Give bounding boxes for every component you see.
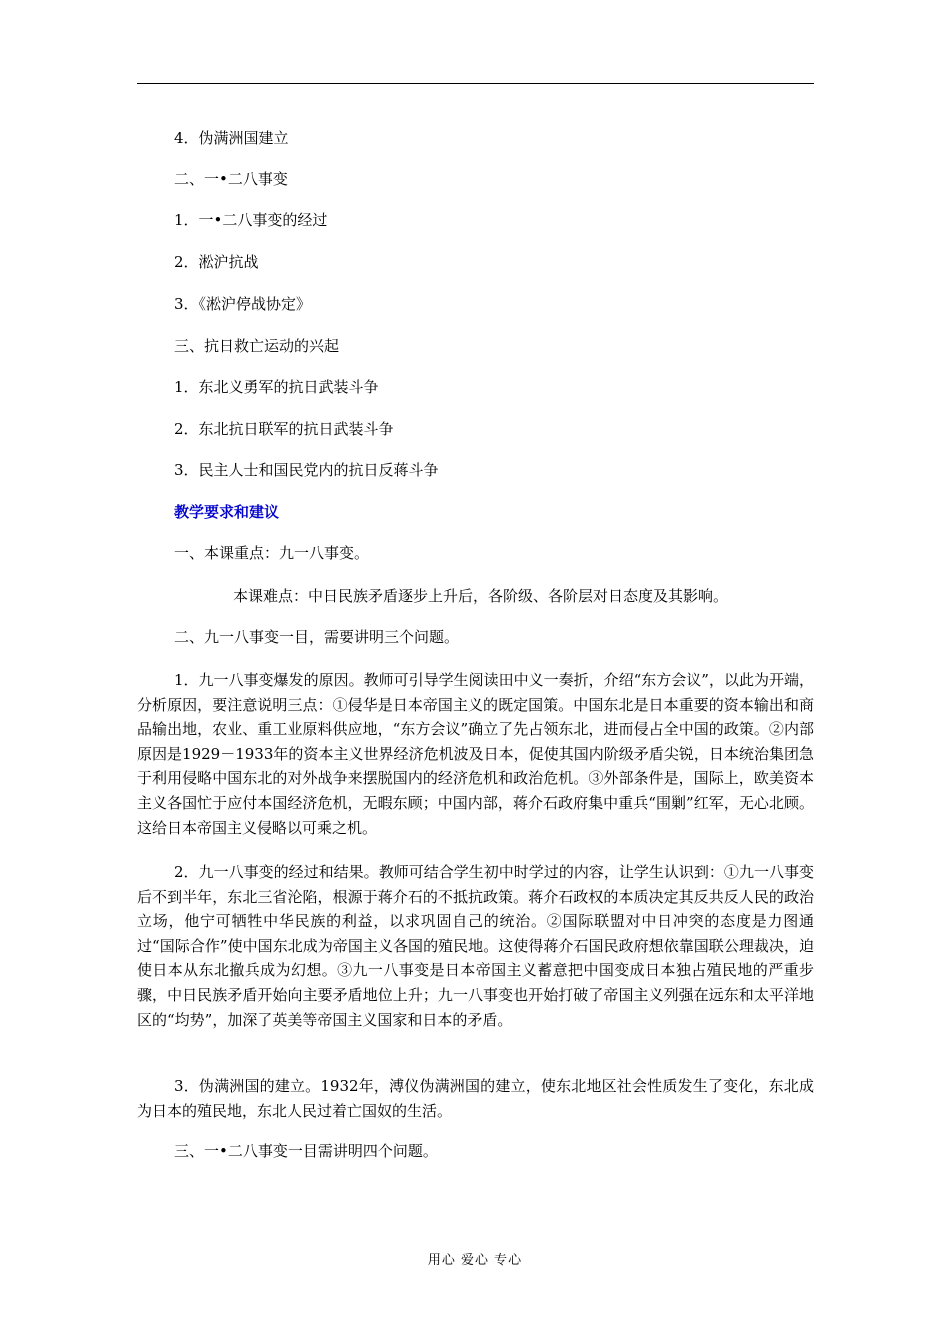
point-three: 三、一•二八事变一目需讲明四个问题。 [174, 1142, 438, 1160]
outline-item: 3．《淞沪停战协定》 [174, 295, 312, 313]
difficulty: 本课难点：中日民族矛盾逐步上升后，各阶级、各阶层对日态度及其影响。 [233, 587, 729, 605]
outline-item: 2．东北抗日联军的抗日武装斗争 [174, 420, 394, 438]
paragraph-manchukuo: 3．伪满洲国的建立。1932年，溥仪伪满洲国的建立，使东北地区社会性质发生了变化，东北成为日本的殖民地，东北人民过着亡国奴的生活。 [137, 1077, 814, 1120]
paragraph-process: 2．九一八事变的经过和结果。教师可结合学生初中时学过的内容，让学生认识到：①九一八事变后不到半年，东北三省沦陷，根源于蒋介石的不抵抗政策。蒋介石政权的本质决定其反共反人民的政治立场，他宁可牺牲中华民族的利益，以求巩固自己的统治。②国际联盟对中日冲突的态度是力图通过“国际合作”使中国东北成为帝国主义各国的殖民地。这使得蒋介石国民政府想依靠国联公理裁决，迫使日本从东北撤兵成为幻想。③九一八事变是日本帝国主义蓄意把中国变成日本独占殖民地的严重步骤，中日民族矛盾开始向主要矛盾地位上升；九一八事变也开始打破了帝国主义列强在远东和太平洋地区的“均势”，加深了英美等帝国主义国家和日本的矛盾。 [137, 863, 814, 1029]
footer: 用心 爱心 专心 [427, 1253, 523, 1268]
outline-item: 2．淞沪抗战 [174, 253, 259, 271]
outline-item: 3．民主人士和国民党内的抗日反蒋斗争 [174, 461, 439, 479]
point-two: 二、九一八事变一目，需要讲明三个问题。 [174, 628, 460, 646]
outline-item: 二、一•二八事变 [174, 170, 288, 188]
outline-item: 三、抗日救亡运动的兴起 [174, 337, 340, 355]
outline-item: 4．伪满洲国建立 [174, 129, 289, 147]
section-heading: 教学要求和建议 [174, 503, 280, 521]
key-point: 一、本课重点：九一八事变。 [174, 544, 370, 562]
outline-item: 1．一•二八事变的经过 [174, 211, 328, 229]
paragraph-causes: 1．九一八事变爆发的原因。教师可引导学生阅读田中义一奏折，介绍“东方会议”，以此为开端，分析原因，要注意说明三点：①侵华是日本帝国主义的既定国策。中国东北是日本重要的资本输出和商品输出地，农业、重工业原料供应地，“东方会议”确立了先占领东北，进而侵占全中国的政策。②内部原因是1929－1933年的资本主义世界经济危机波及日本，促使其国内阶级矛盾尖锐，日本统治集团急于利用侵略中国东北的对外战争来摆脱国内的经济危机和政治危机。③外部条件是，国际上，欧美资本主义各国忙于应付本国经济危机，无暇东顾；中国内部，蒋介石政府集中重兵“围剿”红军，无心北顾。这给日本帝国主义侵略以可乘之机。 [137, 671, 814, 837]
outline-item: 1．东北义勇军的抗日武装斗争 [174, 378, 379, 396]
header-rule [137, 83, 814, 84]
